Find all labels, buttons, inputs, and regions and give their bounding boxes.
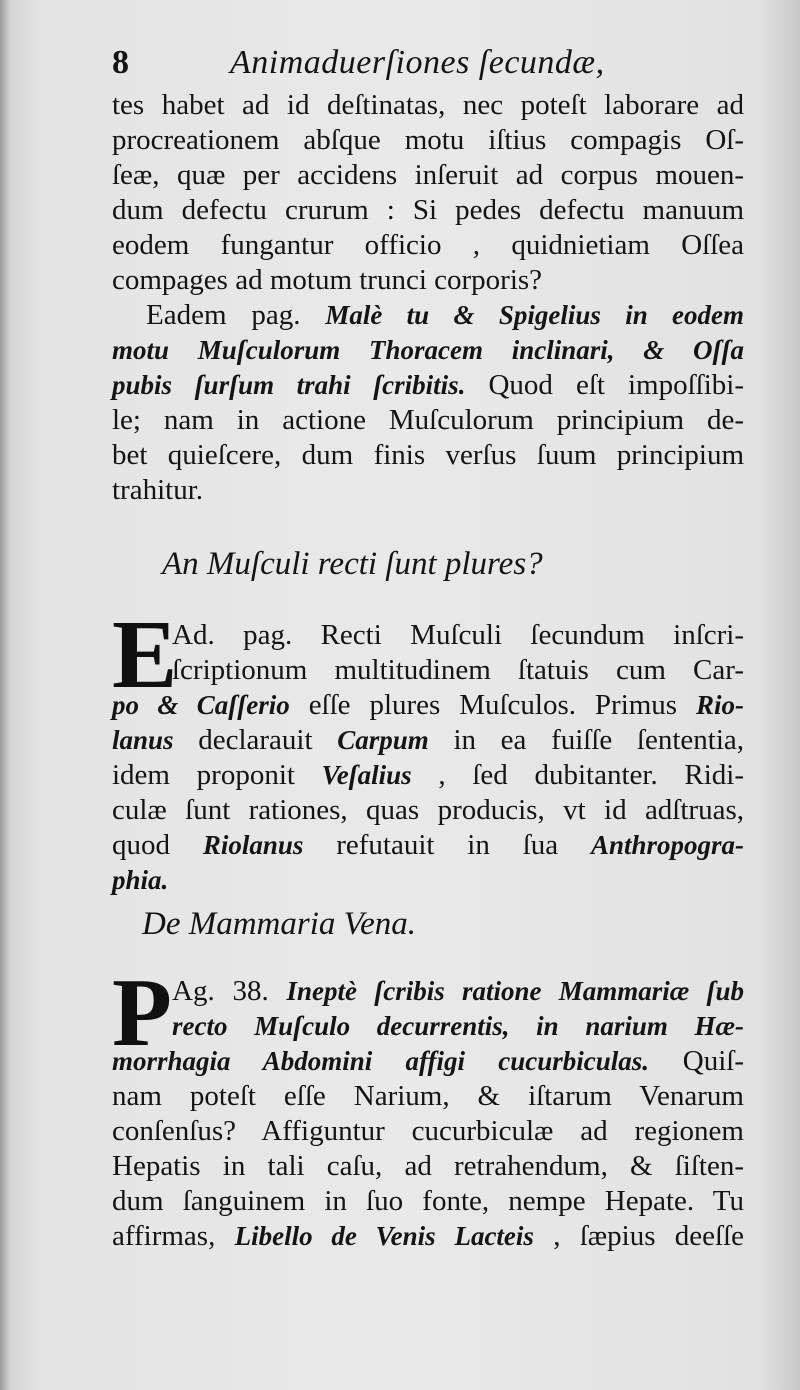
text-run: affirmas, [112,1220,216,1252]
running-head-title: Animaduerſiones ſecundæ, [230,44,605,81]
italic-run: morrhagia Abdomini affigi cucurbiculas. [112,1046,650,1076]
italic-run: po & Caſſerio [112,690,290,720]
drop-cap-e: E [112,601,178,709]
text-line: Ad. pag. Recti Muſculi ſecundum inſcri- [172,619,744,651]
text-line [112,368,744,403]
text-run: , ſæpius deeſſe [553,1220,744,1252]
text-run: , ſed dubitanter. Ridi- [438,759,745,791]
italic-run: phia. [112,865,169,895]
italic-run: Veſalius [321,760,412,790]
italic-run: motu Muſculorum Thoracem inclinari, & Oſſa [112,335,744,365]
text-line: ſcriptionum multitudinem ſtatuis cum Car- [172,654,744,686]
text-run: Ag. 38. [172,975,269,1007]
text-line [112,723,744,758]
italic-run: Riolanus [202,830,304,860]
text-line: dum ſanguinem in ſuo fonte, nempe Hepate. Tu [112,1185,744,1217]
text-run: eſſe plures Muſculos. Primus [308,689,678,721]
text-line: procreationem abſque motu iſtius compagis Oſ- [112,124,744,156]
text-run: quod [112,829,170,861]
text-line: compages ad motum trunci corporis? [112,264,543,296]
page-gutter-shadow [0,0,10,1390]
text-line [112,688,744,723]
text-line [112,758,744,793]
text-line [112,974,744,1009]
text-run: refutauit in ſua [336,829,559,861]
text-line: tes habet ad id deſtinatas, nec poteſt laborare ad [112,89,744,121]
paragraph-1 [112,88,744,298]
page-content [112,38,744,1254]
text-line [112,1009,744,1044]
italic-run: Malè tu & Spigelius in eodem [325,300,745,330]
paragraph-3 [112,601,745,898]
text-line [112,1044,744,1079]
text-line: dum defectu crurum : Si pedes defectu manuum [112,194,744,226]
text-run: in ea fuiſſe ſententia, [453,724,745,756]
italic-run: pubis ſurſum trahi ſcribitis. [112,370,466,400]
text-line [112,828,744,863]
text-line: conſenſus? Affiguntur cucurbiculæ ad regionem [112,1115,744,1147]
page-number: 8 [112,44,129,81]
text-run: declarauit [198,724,313,756]
drop-cap-p: P [112,959,172,1067]
running-head [112,38,744,88]
italic-run: Ineptè ſcribis ratione Mammariæ ſub [286,976,744,1006]
text-line [112,1219,744,1254]
section-heading-musculi-recti: An Muſculi recti ſunt plures? [162,546,543,582]
italic-run: Rio- [696,690,745,720]
text-run: Eadem pag. [146,299,301,331]
text-line [112,333,744,368]
text-run: Quiſ- [682,1045,745,1077]
text-line: trahitur. [112,474,204,506]
text-line: culæ ſunt rationes, quas producis, vt id adſtruas, [112,794,744,826]
text-run: idem proponit [112,759,295,791]
italic-run: lanus [112,725,174,755]
italic-run: Carpum [337,725,429,755]
italic-run: Anthropogra- [590,830,745,860]
italic-run: recto Muſculo decurrentis, in narium Hæ- [172,1011,744,1041]
text-run: Quod eſt impoſſibi- [488,369,744,401]
text-line: ſeæ, quæ per accidens inſeruit ad corpus mouen- [112,159,744,191]
text-line: eodem fungantur officio , quidnietiam Oſſea [112,229,744,261]
section-heading-mammaria-vena: De Mammaria Vena. [142,906,417,942]
text-line: nam poteſt eſſe Narium, & iſtarum Venarum [112,1080,744,1112]
text-line: bet quieſcere, dum finis verſus ſuum principium [112,439,744,471]
paragraph-2 [112,298,744,508]
italic-run: Libello de Venis Lacteis [234,1221,534,1251]
paragraph-4 [112,959,745,1254]
text-line: Hepatis in tali caſu, ad retrahendum, & ſiſten- [112,1150,744,1182]
text-line [112,298,744,333]
text-line [112,863,744,898]
text-line: le; nam in actione Muſculorum principium de- [112,404,744,436]
